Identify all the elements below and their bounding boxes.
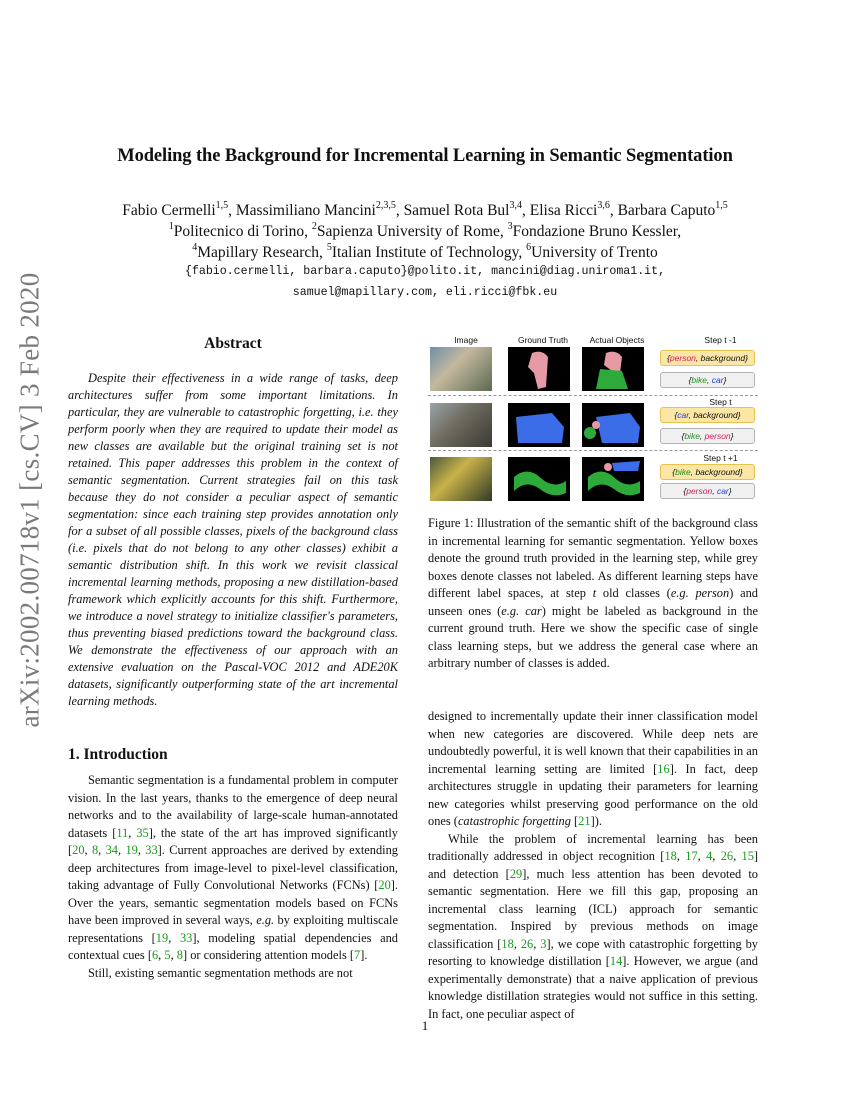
intro-paragraph-1: Semantic segmentation is a fundamental problem in computer vision. In the last years, thanks to the emergence of deep neural networks and to the availability of large-scale human-annotated datasets [11, 35], the state of the art has improved significantly [20, 8, 34, 19, 33]. Current approaches are derived by extending deep architectures from image-level to pixel-level classification, taking advantage of Fully Convolutional Networks (FCNs) [20]. Over the years, semantic segmentation models based on FCNs have been improved in several ways, e.g. by exploiting multiscale representations [19, 33], modeling spatial dependencies and contextual cues [6, 5, 8] or considering attention models [7]. bbox=[68, 773, 399, 962]
figure-actual-row-1 bbox=[582, 347, 644, 391]
step-3-labeled-classes: {bike, background} bbox=[660, 464, 755, 480]
introduction-text bbox=[68, 772, 398, 982]
step-3-unlabeled-classes: {person, car} bbox=[660, 483, 755, 499]
citation-link[interactable]: 20 bbox=[378, 878, 391, 892]
citation-link[interactable]: 18 bbox=[501, 936, 514, 951]
citation-link[interactable]: 7 bbox=[354, 948, 361, 962]
step-1-unlabeled-classes: {bike, car} bbox=[660, 372, 755, 388]
right-paragraph-2: While the problem of incremental learning has been traditionally addressed in object recognition [18, 17, 4, 26, 15] and detection [29], much less attention has been devoted to semantic segmentation. Here we fill this gap, proposing an incremental class learning (ICL) approach for semantic segmentation. Inspired by previous methods on image classification [18, 26, 3], we cope with catastrophic forgetting by resorting to knowledge distillation [14]. However, we argue (and experimentally demonstrate) that a naive application of previous knowledge distillation strategies would not suffice in this setting. In fact, one peculiar aspect of bbox=[428, 831, 759, 1021]
citation-link[interactable]: 18 bbox=[664, 849, 677, 863]
citation-link[interactable]: 26 bbox=[520, 936, 534, 951]
section-heading-introduction: 1. Introduction bbox=[68, 746, 168, 763]
step-label-3: Step t +1 bbox=[703, 453, 738, 463]
figure-actual-row-3 bbox=[582, 457, 644, 501]
step-2-labeled-classes: {car, background} bbox=[660, 407, 755, 423]
citation-link[interactable]: 17 bbox=[685, 849, 698, 863]
citation-link[interactable]: 3 bbox=[540, 936, 547, 951]
figure-col-header-actual-objects: Actual Objects bbox=[589, 335, 645, 345]
figure-divider-2 bbox=[428, 450, 758, 451]
citation-link[interactable]: 8 bbox=[176, 948, 183, 962]
abstract-text: Despite their effectiveness in a wide range of tasks, deep architectures suffer from some important limitations. In particular, they are vulnerable to catastrophic forgetting, i.e. they perform poorly when they are required to update their model as new classes are available but the original training set is not retained. This paper addresses this problem in the context of semantic segmentation. Current strategies fail on this task because they do not consider a peculiar aspect of semantic segmentation: since each training step provides annotation only for a subset of all possible classes, pixels of the background class (i.e. pixels that do not belong to any other classes) exhibit a semantic distribution shift. In this work we revisit classical incremental learning methods, proposing a new distillation-based framework which explicitly accounts for this shift. Furthermore, we introduce a novel strategy to initialize classifier's parameters, thus preventing biased predictions toward the background class. We demonstrate the effectiveness of our approach with an extensive evaluation on the Pascal-VOC 2012 and ADE20K datasets, significantly outperforming state of the art incremental learning methods. bbox=[68, 371, 398, 708]
citation-link[interactable]: 15 bbox=[741, 849, 754, 863]
citation-link[interactable]: 5 bbox=[164, 948, 171, 962]
citation-link[interactable]: 19 bbox=[155, 930, 169, 945]
citation-link[interactable]: 14 bbox=[609, 954, 623, 968]
citation-link[interactable]: 29 bbox=[509, 866, 523, 881]
abstract-heading: Abstract bbox=[204, 335, 262, 352]
citation-link[interactable]: 19 bbox=[125, 843, 138, 857]
citation-link[interactable]: 11 bbox=[116, 825, 129, 840]
figure-gt-row-3 bbox=[508, 457, 570, 501]
citation-link[interactable]: 6 bbox=[151, 948, 159, 962]
figure-1 bbox=[428, 330, 758, 500]
email-block bbox=[60, 261, 790, 303]
step-label-2: Step t bbox=[709, 397, 732, 407]
author-names: Fabio Cermelli$^{1,5}$, Massimiliano Mancini$^{2,3,5}$, Samuel Rota Bul$^{3,4}$, Elisa Ricci$^{3,6}$, Barbara Caputo$^{1,5}$ bbox=[122, 199, 728, 219]
arxiv-stamp-text: arXiv:2002.00718v1 [cs.CV] 3 Feb 2020 bbox=[14, 272, 45, 728]
figure-col-header-image: Image bbox=[454, 335, 478, 345]
arxiv-stamp bbox=[0, 272, 60, 728]
figure-1-caption: Figure 1: Illustration of the semantic shift of the background class in incremental learning for semantic segmentation. Yellow boxes denote the ground truth provided in the learning step, while grey boxes denote classes not labeled. As different learning steps have different label spaces, at step t old classes (e.g. person) and unseen ones (e.g. car) might be labeled as background in the current ground truth. Here we show the specific case of single class learning steps, but we address the general case where an arbitrary number of classes is added. bbox=[428, 516, 758, 670]
citation-link[interactable]: 34 bbox=[105, 843, 118, 857]
affiliations-line-2: $^4$Mapillary Research, $^5$Italian Institute of Technology, $^6$University of Trento bbox=[192, 241, 658, 261]
paper-title: Modeling the Background for Incremental Learning in Semantic Segmentation bbox=[117, 146, 733, 166]
step-label-1: Step t -1 bbox=[704, 335, 737, 345]
citation-link[interactable]: 16 bbox=[657, 761, 670, 776]
citation-link[interactable]: 21 bbox=[578, 814, 591, 828]
citation-link[interactable]: 8 bbox=[91, 843, 99, 857]
citation-link[interactable]: 26 bbox=[720, 849, 734, 863]
citation-link[interactable]: 35 bbox=[136, 825, 149, 840]
affiliations-line-1: $^1$Politecnico di Torino, $^2$Sapienza University of Rome, $^3$Fondazione Bruno Kessler, bbox=[168, 220, 682, 240]
citation-link[interactable]: 33 bbox=[179, 930, 193, 945]
figure-image-row-3 bbox=[430, 457, 492, 501]
intro-paragraph-2: Still, existing semantic segmentation methods are not bbox=[88, 965, 353, 980]
figure-col-header-ground-truth: Ground Truth bbox=[517, 335, 569, 345]
page-number: 1 bbox=[421, 1018, 429, 1033]
step-2-unlabeled-classes: {bike, person} bbox=[660, 428, 755, 444]
citation-link[interactable]: 33 bbox=[145, 843, 158, 857]
citation-link[interactable]: 4 bbox=[706, 849, 713, 863]
author-block bbox=[60, 200, 790, 263]
email-line-1: {fabio.cermelli, barbara.caputo}@polito.it, mancini@diag.uniroma1.it, bbox=[184, 265, 666, 278]
figure-divider-1 bbox=[428, 395, 758, 396]
right-paragraph-1: designed to incrementally update their inner classification model when new categories are discovered. While deep nets are undoubtedly powerful, it is well known that their capabilities in an incremental learning setting are limited [16]. In fact, deep architectures struggle in updating their parameters for learning new categories whilst preserving good performance on the old ones (catastrophic forgetting [21]). bbox=[428, 709, 759, 828]
figure-image-row-2 bbox=[430, 403, 492, 447]
right-column-text bbox=[428, 708, 758, 1023]
figure-gt-row-1 bbox=[508, 347, 570, 391]
figure-gt-row-2 bbox=[508, 403, 570, 447]
email-line-2: samuel@mapillary.com, eli.ricci@fbk.eu bbox=[292, 286, 558, 299]
step-1-labeled-classes: {person, background} bbox=[660, 350, 755, 366]
figure-image-row-1 bbox=[430, 347, 492, 391]
figure-actual-row-2 bbox=[582, 403, 644, 447]
citation-link[interactable]: 20 bbox=[72, 843, 85, 857]
